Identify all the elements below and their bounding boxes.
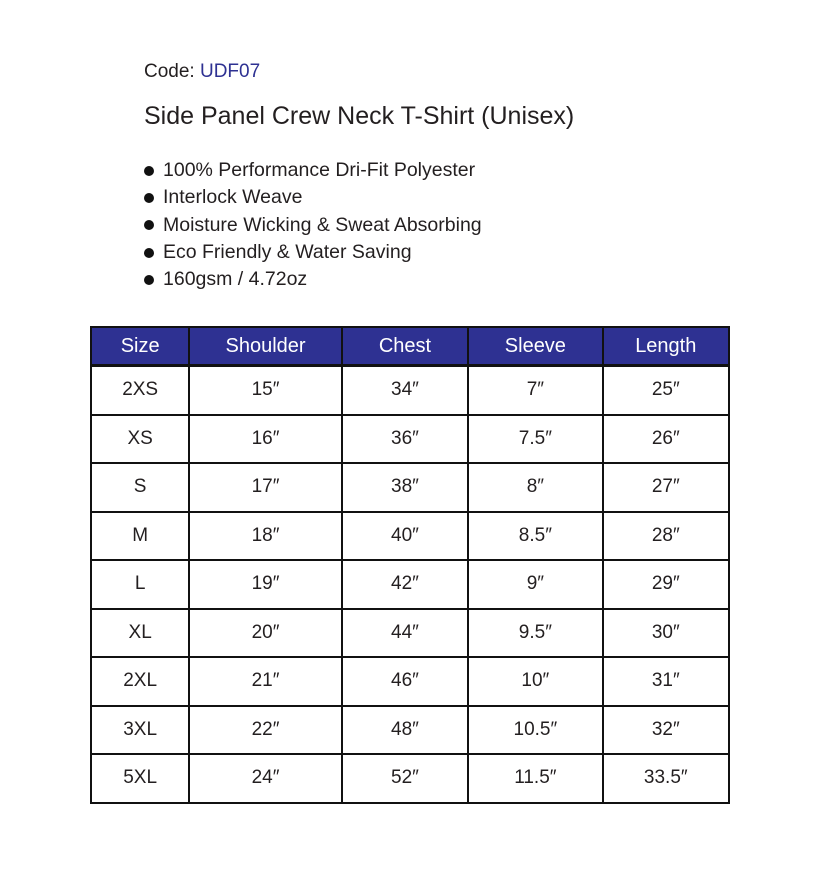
feature-text: 100% Performance Dri-Fit Polyester xyxy=(163,159,476,181)
length-cell: 29″ xyxy=(603,560,729,609)
bullet-icon xyxy=(144,220,154,230)
size-cell: L xyxy=(91,560,189,609)
length-cell: 30″ xyxy=(603,609,729,658)
shoulder-cell: 24″ xyxy=(189,754,341,803)
sleeve-cell: 9″ xyxy=(468,560,602,609)
sleeve-cell: 10.5″ xyxy=(468,706,602,755)
header-length: Length xyxy=(603,327,729,366)
chest-cell: 34″ xyxy=(342,366,468,415)
chest-cell: 40″ xyxy=(342,512,468,561)
header-shoulder: Shoulder xyxy=(189,327,341,366)
feature-item xyxy=(144,157,482,184)
length-cell: 31″ xyxy=(603,657,729,706)
chest-cell: 46″ xyxy=(342,657,468,706)
shoulder-cell: 20″ xyxy=(189,609,341,658)
table-row xyxy=(91,706,729,755)
length-cell: 25″ xyxy=(603,366,729,415)
length-cell: 32″ xyxy=(603,706,729,755)
shoulder-cell: 17″ xyxy=(189,463,341,512)
shoulder-cell: 16″ xyxy=(189,415,341,464)
sleeve-cell: 8.5″ xyxy=(468,512,602,561)
sleeve-cell: 7.5″ xyxy=(468,415,602,464)
size-cell: 5XL xyxy=(91,754,189,803)
sleeve-cell: 8″ xyxy=(468,463,602,512)
table-row xyxy=(91,463,729,512)
table-row xyxy=(91,560,729,609)
feature-item xyxy=(144,239,482,266)
table-row xyxy=(91,657,729,706)
chest-cell: 38″ xyxy=(342,463,468,512)
feature-text: 160gsm / 4.72oz xyxy=(163,268,308,291)
header-size: Size xyxy=(91,327,189,366)
length-cell: 26″ xyxy=(603,415,729,464)
bullet-icon xyxy=(144,275,154,285)
bullet-icon xyxy=(144,193,154,203)
size-cell: XS xyxy=(91,415,189,464)
chest-cell: 44″ xyxy=(342,609,468,658)
feature-text: Eco Friendly & Water Saving xyxy=(163,240,412,263)
shoulder-cell: 18″ xyxy=(189,512,341,561)
shoulder-cell: 22″ xyxy=(189,706,341,755)
sleeve-cell: 7″ xyxy=(468,366,602,415)
feature-list xyxy=(144,157,482,293)
feature-item xyxy=(144,212,482,239)
table-header-row xyxy=(91,327,729,366)
length-cell: 28″ xyxy=(603,512,729,561)
feature-text: Interlock Weave xyxy=(163,186,303,209)
size-cell: M xyxy=(91,512,189,561)
bullet-icon xyxy=(144,248,154,258)
table-row xyxy=(91,366,729,415)
bullet-icon xyxy=(144,166,154,176)
shoulder-cell: 19″ xyxy=(189,560,341,609)
header-chest: Chest xyxy=(342,327,468,366)
shoulder-cell: 15″ xyxy=(189,366,341,415)
size-cell: 3XL xyxy=(91,706,189,755)
chest-cell: 36″ xyxy=(342,415,468,464)
sleeve-cell: 9.5″ xyxy=(468,609,602,658)
feature-item xyxy=(144,184,482,211)
size-cell: 2XS xyxy=(91,366,189,415)
table-row xyxy=(91,754,729,803)
chest-cell: 48″ xyxy=(342,706,468,755)
code-value: UDF07 xyxy=(199,61,261,82)
length-cell: 33.5″ xyxy=(603,754,729,803)
table-row xyxy=(91,609,729,658)
feature-text: Moisture Wicking & Sweat Absorbing xyxy=(163,213,482,236)
sleeve-cell: 10″ xyxy=(468,657,602,706)
header-sleeve: Sleeve xyxy=(468,327,602,366)
product-code xyxy=(144,60,260,84)
chest-cell: 52″ xyxy=(342,754,468,803)
length-cell: 27″ xyxy=(603,463,729,512)
sleeve-cell: 11.5″ xyxy=(468,754,602,803)
table-row xyxy=(91,512,729,561)
size-cell: XL xyxy=(91,609,189,658)
product-title: Side Panel Crew Neck T-Shirt (Unisex) xyxy=(144,102,575,130)
shoulder-cell: 21″ xyxy=(189,657,341,706)
size-cell: S xyxy=(91,463,189,512)
size-chart-table xyxy=(90,326,730,804)
chest-cell: 42″ xyxy=(342,560,468,609)
feature-item xyxy=(144,266,482,293)
size-cell: 2XL xyxy=(91,657,189,706)
code-label: Code: xyxy=(144,61,195,82)
table-row xyxy=(91,415,729,464)
